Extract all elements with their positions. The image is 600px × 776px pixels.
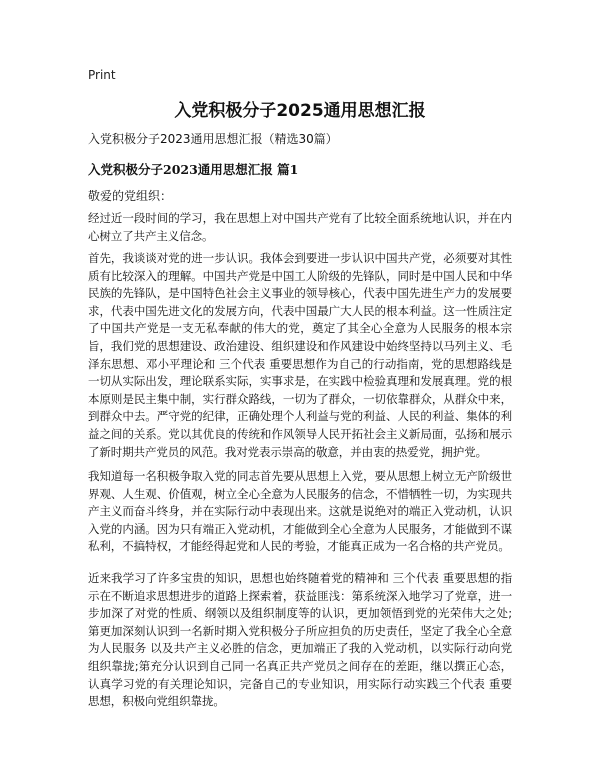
print-link[interactable]: Print xyxy=(88,68,116,82)
document-subtitle: 入党积极分子2023通用思想汇报（精选30篇） xyxy=(88,132,338,146)
body-paragraph: 经过近一段时间的学习，我在思想上对中国共产党有了比较全面系统地认识，并在内心树立了共产主义信念。 xyxy=(88,211,512,243)
greeting-line: 敬爱的党组织： xyxy=(88,189,173,203)
page-title: 入党积极分子2025通用思想汇报 xyxy=(174,101,426,121)
section-heading: 入党积极分子2023通用思想汇报 篇1 xyxy=(88,162,299,177)
body-paragraph: 我知道每一名积极争取入党的同志首先要从思想上入党，要从思想上树立无产阶级世界观、人生观、价值观，树立全心全意为人民服务的信念，不惜牺牲一切，为实现共产主义而奋斗终身，并在实际行动中表现出来。这就是说绝对的端正入党动机，认识入党的内涵。因为只有端正入党动机，才能做到全心全意为人民服务，才能做到不谋私利，不搞特权，才能经得起党和人民的考验，才能真正成为一名合格的共产党员。 xyxy=(88,469,512,554)
body-paragraph: 首先，我谈谈对党的进一步认识。我体会到要进一步认识中国共产党，必须要对其性质有比较深入的理解。中国共产党是中国工人阶级的先锋队，同时是中国人民和中华民族的先锋队，是中国特色社会主义事业的领导核心，代表中国先进生产力的发展要求，代表中国先进文化的发展方向，代表中国最广大人民的根本利益。这一性质注定了中国共产党是一支无私奉献的伟大的党，奠定了其全心全意为人民服务的根本宗旨，我们党的思想建设、政治建设、组织建设和作风建设中始终坚持以马列主义、毛泽东思想、邓小平理论和 三个代表 重要思想作为自己的行动指南，党的思想路线是一切从实际出发，理论联系实际，实事求是，在实践中检验真理和发展真理。党的根本原则是民主集中制，实行群众路线，一切为了群众，一切依靠群众，从群众中来，到群众中去。严守党的纪律，正确处理个人利益与党的利益、人民的利益、集体的利益之间的关系。党以其优良的传统和作风领导人民开拓社会主义新局面，弘扬和展示了新时期共产党员的风范。我对党表示崇高的敬意，并由衷的热爱党，拥护党。 xyxy=(88,251,512,459)
body-paragraph: 近来我学习了许多宝贵的知识，思想也始终随着党的精神和 三个代表 重要思想的指示在不断追求思想进步的道路上探索着，获益匪浅：第系统深入地学习了党章，进一步加深了对党的性质、纲领以及组织制度等的认识，更加领悟到党的光荣伟大之处;第更加深刻认识到一名新时期入党积极分子所应担负的历史责任，坚定了我全心全意为人民服务 以及共产主义必胜的信念，更加端正了我的入党动机，以实际行动向党组织靠拢;第充分认识到自己同一名真正共产党员之间存在的差距，继以撰正心态，认真学习党的有关理论知识，完备自己的专业知识，用实际行动实践三个代表 重要思想，积极向党组织靠拢。 xyxy=(88,571,512,709)
